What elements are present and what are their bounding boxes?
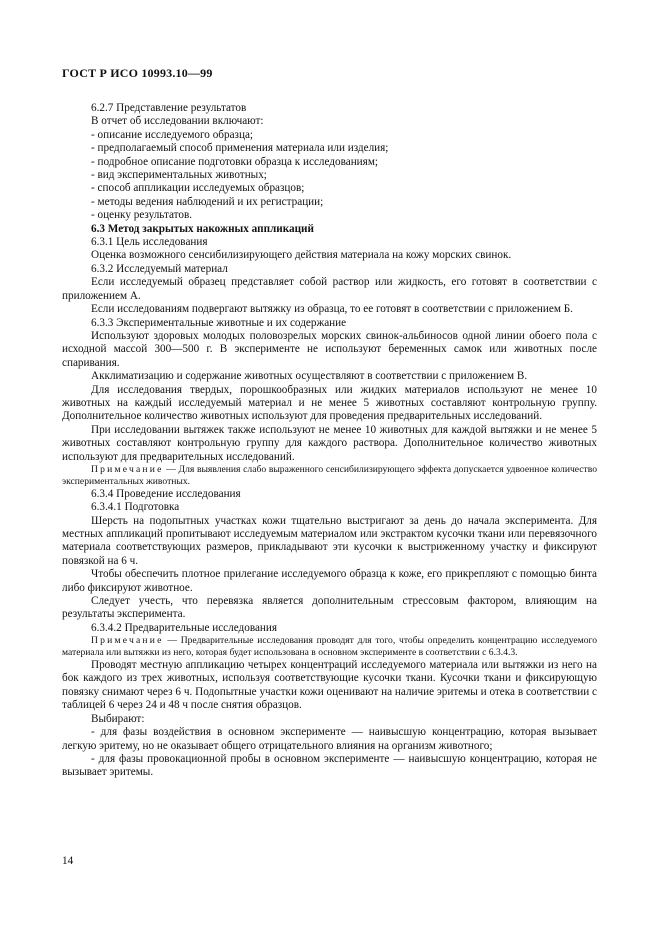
paragraph: Следует учесть, что перевязка является дополнительным стрессовым фактором, влияющим на результаты эксперимента.	[62, 595, 597, 621]
list-item: - методы ведения наблюдений и их регистрации;	[91, 195, 324, 208]
paragraph: 6.3.2 Исследуемый материал	[91, 262, 228, 275]
list-item: - подробное описание подготовки образца к исследованиям;	[91, 155, 379, 168]
paragraph: В отчет об исследовании включают:	[91, 115, 264, 128]
document-page	[62, 66, 597, 780]
paragraph: - для фазы воздействия в основном эксперименте — наивысшую концентрацию, которая вызывает легкую эритему, но не оказывает общего отрицательного влияния на организм животного;	[62, 726, 597, 752]
note-text: — Предварительные исследования проводят для того, чтобы определить концентрацию исследуемого материала или вытяжки из него, которая будет использована в основном эксперименте в соответствии с 6.3.4.3.	[62, 635, 597, 659]
section-heading: 6.3 Метод закрытых накожных аппликаций	[91, 222, 314, 235]
paragraph: Если исследованиям подвергают вытяжку из образца, то ее готовят в соответствии с приложением Б.	[91, 303, 573, 316]
paragraph: 6.2.7 Представление результатов	[91, 102, 247, 114]
list-item: - вид экспериментальных животных;	[91, 169, 267, 182]
paragraph: 6.3.4 Проведение исследования	[91, 487, 241, 500]
paragraph: При исследовании вытяжек также используют не менее 10 животных для каждой вытяжки и не менее 5 животных составляют контрольную группу для каждого раствора. Дополнительное количество животных используют для предварительных исследований.	[62, 423, 597, 463]
paragraph: Используют здоровых молодых половозрелых морских свинок-альбиносов одной линии обоего пола с исходной массой 300—500 г. В эксперименте не используют беременных самок или животных после спаривания.	[62, 329, 597, 369]
list-item: - описание исследуемого образца;	[91, 128, 254, 141]
paragraph: 6.3.4.2 Предварительные исследования	[91, 621, 278, 634]
paragraph: 6.3.3 Экспериментальные животные и их содержание	[91, 316, 347, 329]
document-header: ГОСТ Р ИСО 10993.10—99	[62, 66, 213, 80]
paragraph: Выбирают:	[91, 712, 145, 725]
paragraph: Для исследования твердых, порошкообразных или жидких материалов используют не менее 10 животных на каждый исследуемый материал и не менее 5 животных составляют контрольную группу. Дополнительное количество животных используют для проведения предварительных исследований.	[62, 383, 597, 423]
page-number: 14	[62, 855, 74, 867]
note-paragraph	[62, 635, 597, 659]
paragraph: Оценка возможного сенсибилизирующего действия материала на кожу морских свинок.	[91, 249, 512, 262]
paragraph: Чтобы обеспечить плотное прилегание исследуемого образца к коже, его прикрепляют с помощью бинта либо фиксируют животное.	[62, 568, 597, 594]
document-body	[62, 102, 597, 780]
note-paragraph	[62, 464, 597, 488]
note-label: Примечание	[91, 463, 164, 475]
list-item: - способ аппликации исследуемых образцов;	[91, 182, 305, 195]
note-label: Примечание	[91, 635, 164, 647]
paragraph: 6.3.4.1 Подготовка	[91, 501, 180, 514]
list-item: - предполагаемый способ применения материала или изделия;	[91, 142, 389, 155]
paragraph: Проводят местную аппликацию четырех концентраций исследуемого материала или вытяжки из него на бок каждого из трех животных, используя соответствующие кусочки ткани. Кусочки ткани и фиксирующую повязку снимают через 6 ч. Подопытные участки кожи оценивают на наличие эритемы и отека в соответствии с таблицей 6 через 24 и 48 ч после снятия образцов.	[62, 659, 597, 712]
list-item: - оценку результатов.	[91, 209, 193, 222]
paragraph: 6.3.1 Цель исследования	[91, 236, 208, 249]
paragraph: Акклиматизацию и содержание животных осуществляют в соответствии с приложением В.	[91, 370, 528, 383]
paragraph: - для фазы провокационной пробы в основном эксперименте — наивысшую концентрацию, которая не вызывает эритемы.	[62, 752, 597, 779]
note-text: — Для выявления слабо выраженного сенсибилизирующего эффекта допускается удвоенное количество экспериментальных животных.	[62, 463, 597, 487]
paragraph: Если исследуемый образец представляет собой раствор или жидкость, его готовят в соответствии с приложением А.	[62, 276, 597, 302]
paragraph: Шерсть на подопытных участках кожи тщательно выстригают за день до начала эксперимента. Для местных аппликаций пропитывают исследуемым материалом или экстрактом кусочки ткани или перевязочного материала соответствующих размеров, прикладывают эти кусочки к выстриженному участку и фиксируют повязкой на 6 ч.	[62, 514, 597, 567]
